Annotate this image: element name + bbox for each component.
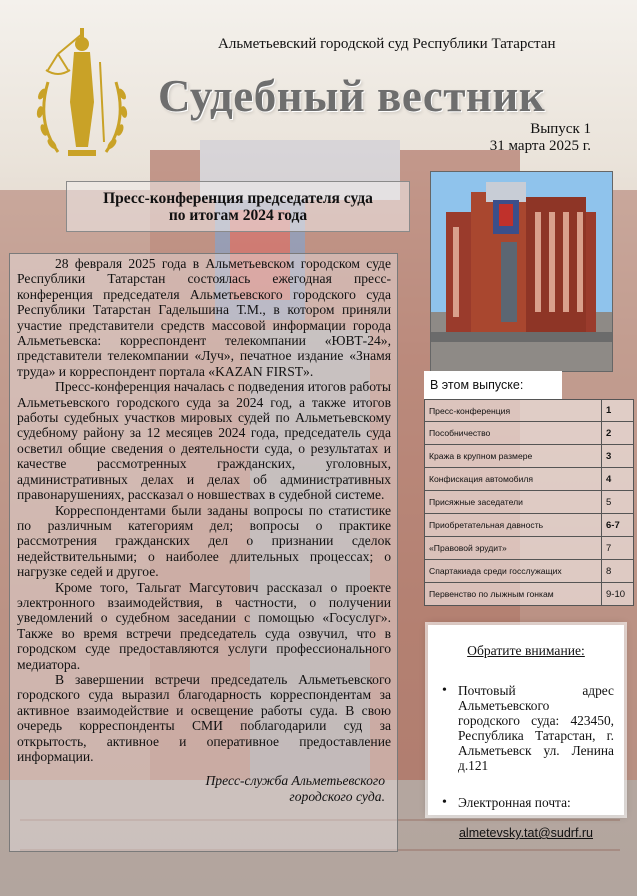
article-signature (17, 773, 391, 805)
toc-label: Кража в крупном размере (424, 445, 601, 468)
newsletter-title: Судебный вестник (158, 71, 546, 121)
toc-label: Приобретательная давность (424, 514, 601, 537)
toc-page: 7 (601, 537, 634, 560)
issue-number: Выпуск 1 (530, 121, 591, 137)
toc-page: 8 (601, 560, 634, 583)
article-paragraph: В завершении встречи председатель Альметьевского городского суда выразил благодарность корреспондентам за активное взаимодействие и освещение работы суда. В свою очередь корреспонденты СМИ поблагодарили суд за открытость, активное и оперативное предоставление информации. (17, 671, 391, 764)
toc-label: «Правовой эрудит» (424, 537, 601, 560)
article-paragraph: Кроме того, Тальгат Магсутович рассказал о проекте электронного взаимодействия, в частности, о получении уведомлений о судебном заседании с помощью «Госуслуг». Также во время встречи председатель суда озвучил, что в городском суде предоставляются услуги профессионального медиатора. (17, 579, 391, 672)
toc-page: 6-7 (601, 514, 634, 537)
toc-page: 3 (601, 445, 634, 468)
toc-row[interactable] (424, 537, 634, 560)
headline-line-1: Пресс-конференция председателя суда (103, 189, 373, 207)
article-paragraph: Пресс-конференция началась с подведения итогов работы Альметьевского городского суда за 2024 год, а также итогов работы судебных участков мировых судей по Альметьевскому судебному району за 12 месяцев 2024 года, председатель суда осветил общие сведения о деятельности суда, о результатах и качестве рассмотренных гражданских, уголовных, административных делах и делах об административных правонарушениях, рассказал о новшествах в судебной системе. (17, 379, 391, 503)
toc-label: Пособничество (424, 422, 601, 445)
toc-label: Первенство по лыжным гонкам (424, 583, 601, 606)
article-body (9, 253, 398, 852)
attention-title: Обратите внимание: (467, 643, 585, 658)
headline-line-2: по итогам 2024 года (168, 206, 308, 224)
contents-title: В этом выпуске: (424, 371, 562, 399)
toc-row[interactable] (424, 468, 634, 491)
themis-logo (28, 22, 136, 168)
toc-page: 5 (601, 491, 634, 514)
article-paragraph: Корреспондентами были заданы вопросы по статистике по различным категориям дел; вопросы о практике рассмотрения гражданских дел о признании сделок недействительными; о наиболее длительных процессах; о нагрузке седей и другое. (17, 502, 391, 580)
table-of-contents (424, 399, 634, 606)
toc-label: Спартакиада среди госслужащих (424, 560, 601, 583)
toc-label: Присяжные заседатели (424, 491, 601, 514)
toc-row[interactable] (424, 422, 634, 445)
toc-row[interactable] (424, 491, 634, 514)
court-building-photo (430, 171, 613, 372)
toc-row[interactable] (424, 583, 634, 606)
issue-info (490, 121, 591, 155)
article-paragraph: 28 февраля 2025 года в Альметьевском городском суде Республики Татарстан состоялась ежегодная пресс-конференция председателя Альметьевского городского суда Республики Татарстан Гадельшина Т.М., в котором приняли участие представители средств массовой информации города Альметьевска: корреспондент телекомпании «ЮВТ-24», представители телекомпании «Луч», печатное издание «Знамя труда» и корреспондент портала «KAZAN FIRST». (17, 256, 391, 379)
email-label: • Электронная почта: (438, 795, 614, 810)
toc-page: 4 (601, 468, 634, 491)
toc-page: 1 (601, 399, 634, 422)
signature-line-2: городского суда. (289, 789, 385, 805)
toc-row[interactable] (424, 560, 634, 583)
court-name: Альметьевский городской суд Республики Татарстан (218, 36, 556, 52)
toc-label: Пресс-конференция (424, 399, 601, 422)
toc-page: 9-10 (601, 583, 634, 606)
toc-row[interactable] (424, 445, 634, 468)
toc-page: 2 (601, 422, 634, 445)
email-link[interactable]: almetevsky.tat@sudrf.ru (458, 826, 594, 840)
toc-label: Конфискация автомобиля (424, 468, 601, 491)
attention-box (428, 625, 624, 840)
toc-row[interactable] (424, 514, 634, 537)
signature-line-1: Пресс-служба Альметьевского (205, 773, 385, 789)
issue-date: 31 марта 2025 г. (489, 138, 591, 154)
toc-row[interactable] (424, 399, 634, 422)
postal-address: • Почтовый адрес Альметьевского городского суда: 423450, Республика Татарстан, г. Альметьевск ул. Ленина д.121 (438, 683, 614, 773)
article-headline (66, 181, 410, 232)
